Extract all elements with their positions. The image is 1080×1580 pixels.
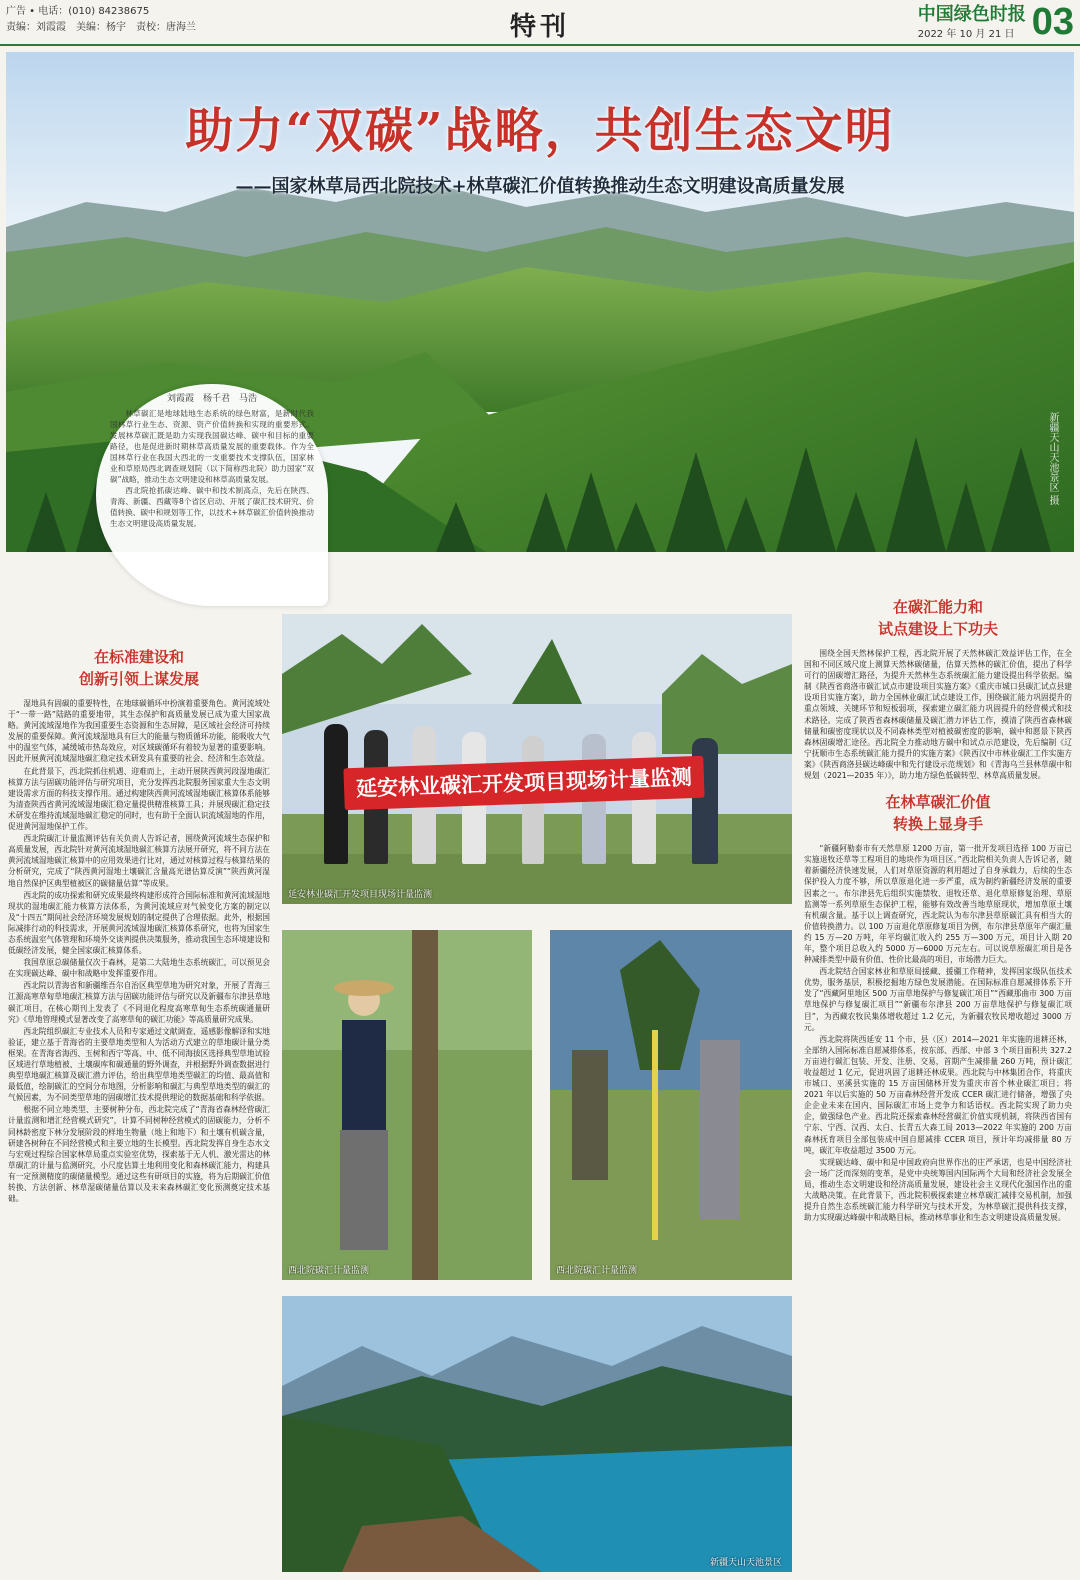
paragraph: “新疆阿勒泰市有天然草原 1200 万亩，第一批开发项目选择 100 万亩已实施退牧还草等工程项目的地块作为项目区。”西北院相关负责人告诉记者，随着新疆经济快速发展，人们对草原资源的利用超过了自身承载力，后续的生态保护投入力度不够，所以草原退化进一步严重，成为制约新疆经济发展的重要因素之一。布尔津县先后组织实施禁牧、退牧还草、退化草原修复治理、草原监测等一系列草原生态保护工程，能够有效改善当地草原现状，增加草原土壤有机碳含量。基于以上调查研究，西北院认为布尔津县草原碳汇具有相当大的价值转换潜力。以 100 万亩退化草原修复项目为例，布尔津县草原年产碳汇量约 15 万—20 万吨，年平均碳汇收入约 255 万—300 万元，项目计入期 20 年，整个项目总收入约 5000 万—6000 万元左右。可以说草原碳汇项目是各种减排类型中最有价值、性价比最高的项目，市场潜力巨大。 <box>804 844 1072 965</box>
section-title-line: 转换上显身手 <box>892 815 983 834</box>
section-title-value <box>804 791 1072 835</box>
lake-scene <box>282 1296 792 1572</box>
section-title-line: 在碳汇能力和 <box>892 598 983 616</box>
page-header <box>0 0 1080 46</box>
right-column <box>804 590 1072 1224</box>
paragraph: 湿地具有固碳的重要特性，在地球碳循环中扮演着重要角色。黄河流域处于“一带一路”陆路的重要地带，其生态保护和高质量发展已成为重大国家战略。黄河流域湿地作为我国重要生态资源和生态屏障，是区域社会经济可持续发展的重要保障。黄河流域湿地具有巨大的能量与物质循环功能，能吸收大气中的温室气体，减缓城市热岛效应，对区域碳循环有着较为显著的重要影响。因此开展黄河流域湿地碳汇稳定技术研发具有重要的社会、经济和生态效益。 <box>8 699 270 764</box>
hero-credit: 新疆天山天池景区 摄 <box>1047 412 1058 506</box>
red-banner: 延安林业碳汇开发项目现场计量监测 <box>343 756 704 811</box>
paragraph: 围绕全国天然林保护工程，西北院开展了天然林碳汇效益评估工作，在全国和不同区域尺度上测算天然林碳储量，估算天然林的碳汇价值，提出了科学可行的固碳增汇路径，为提升天然林生态系统碳汇能力建设提出科学依据。编制《陕西省商洛市碳汇试点市建设项目实施方案》《重庆市城口县碳汇试点县建设项目实施方案》，助力全国林业碳汇试点建设工作，围绕碳汇能力巩固提升的重点领域、关键环节和短板弱项，探索建立碳汇能力巩固提升的经营模式和技术路径。完成了陕西省森林碳储量及碳汇潜力评估工作，摸清了陕西省森林碳储量和碳密度现状以及不同森林类型对植被碳密度的影响，碳中和愿景下陕西森林固碳增汇途径。西北院全力推动地方碳中和试点示范建设，先后编制《辽宁抚顺市生态系统碳汇能力提升的实施方案》《陕西汉中市林业碳汇工作实施方案》《陕西商洛县碳达峰碳中和先行建设示范规划》和《青海乌兰县林草碳中和规划（2021—2035 年）》，助力地方绿色低碳转型、林草高质量发展。 <box>804 649 1072 781</box>
measure-photo-2 <box>550 930 792 1280</box>
left-column <box>8 640 270 1205</box>
section-title-line: 创新引领上谋发展 <box>78 670 199 688</box>
section-title-capacity <box>804 596 1072 640</box>
right-body-2 <box>804 843 1072 1223</box>
measure-photo-1 <box>282 930 532 1280</box>
paragraph: 在此背景下，西北院抓住机遇、迎难而上，主动开展陕西黄河段湿地碳汇核算方法与固碳功能评估与研究项目，充分发挥西北院服务国家重大生态文明建设需求方面的科技支撑作用。通过构建陕西黄河流域湿地碳汇核算体系能够为清查陕西省黄河流域湿地碳汇稳定量提供精准核算工具；并展现碳汇稳定技术研发在维持流域湿地碳汇稳定的同时，也有助于全面认识流域湿地的作用，促进黄河湿地保护工作。 <box>8 766 270 832</box>
main-title: 助力“双碳”战略，共创生态文明 <box>185 103 895 159</box>
paragraph: 实现碳达峰、碳中和是中国政府向世界作出的庄严承诺，也是中国经济社会一场广泛而深刻的变革，是党中央统筹国内国际两个大局和经济社会发展全局，推动生态文明建设和经济高质量发展，建设社会主义现代化强国作出的重大战略决策。在此背景下，西北院积极探索建立林草碳汇减排交易机制，加强提升自然生态系统碳汇能力科学研究与技术开发，为林草碳汇提供科技支撑，助力实现碳达峰碳中和战略目标，推动林草事业和生态文明建设高质量发展。 <box>804 1157 1072 1223</box>
paragraph: 西北院结合国家林业和草原局援藏、援疆工作精神，发挥国家级队伍技术优势，服务基层，积极挖掘地方绿色发展潜能。在国际标准自愿减排体系下开发了“西藏阿里地区 500 万亩草地保护与修复碳汇项目”“西藏那曲市 300 万亩草地保护与修复碳汇项目”“新疆布尔津县 200 万亩草地保护与修复碳汇项目”，为西藏农牧民集体增收超过 1.2 亿元，为新疆农牧民增收超过 3000 万元。 <box>804 967 1072 1032</box>
lake-photo <box>282 1296 792 1572</box>
byline: 刘霞霞 杨千君 马浩 <box>166 394 257 404</box>
section-title-line: 在标准建设和 <box>93 648 184 666</box>
page-number: 03 <box>1031 1 1074 43</box>
forest-scene <box>282 930 532 1280</box>
photo-caption: 新疆天山天池景区 <box>709 1558 782 1568</box>
subtitle: ——国家林草局西北院技术+林草碳汇价值转换推动生态文明建设高质量发展 <box>235 176 845 197</box>
paragraph: 西北院将陕西延安 11 个市、县（区）2014—2021 年实施的退耕还林，全部纳入国际标准自愿减排体系，按东部、西部、中部 3 个项目面积共 327.2 万亩进行碳汇包装、开发、注册、交易，首期产生减排量 260 万吨，预计碳汇收益超过 1 亿元，促进巩固了退耕还林成果。西北院与中林集团合作，将重庆市城口、巫溪县实施的 15 万亩国储林开发为重庆市首个林业碳汇项目；将 2021 年以后实施的 50 万亩森林经营开发成 CCER 碳汇进行储备，增强了央企企业未来在国内、国际碳汇市场上竞争力和话语权。西北院实现了助力央企，做强绿色产业。西北院还探索森林经营碳汇价值实现机制，将陕西省国有宁东、宁西、汉西、太白、长青五大森工局 2013—2022 年实施的 200 万亩森林抚育项目全部包装成中国自愿减排 CCER 项目，预计年均减排量 80 万吨，碳汇年收益超过 3500 万元。 <box>804 1034 1072 1155</box>
photo-caption: 延安林业碳汇开发项目现场计量监测 <box>288 890 433 900</box>
editors-line: 责编：刘霞霞 美编：杨宇 责校：唐海兰 <box>6 22 196 33</box>
section-title-line: 试点建设上下功夫 <box>877 620 998 638</box>
issue-date: 2022 年 10 月 21 日 <box>917 28 1015 40</box>
paragraph: 西北院碳汇计量监测评估有关负责人告诉记者，围绕黄河流域生态保护和高质量发展，西北院针对黄河流域湿地碳汇核算方法展开研究，将不同方法在黄河流域湿地碳汇核算中的应用效果进行比对，通过对核算过程与核算结果的分析研究，完成了“陕西黄河湿地土壤碳汇含量高光谱估算反演”“陕西黄河湿地自然保护区典型植被区的碳储量估算”等成果。 <box>8 834 270 888</box>
photo-caption: 西北院碳汇计量监测 <box>556 1266 638 1276</box>
intro-paragraph: 西北院抢抓碳达峰、碳中和技术制高点，先后在陕西、青海、新疆、西藏等8个省区启动、开展了碳汇技术研究、价值转换、碳中和规划等工作，以技术+林草碳汇价值转换推动生态文明建设高质量发展。 <box>110 486 314 528</box>
ad-phone: 广告 • 电话：(010) 84238675 <box>6 6 150 17</box>
tree-scene <box>550 930 792 1280</box>
section-title-line: 在林草碳汇价值 <box>885 793 991 812</box>
intro-paragraph: 林草碳汇是地球陆地生态系统的绿色财富，是新时代我国林草行业生态、资源、资产价值转换和实现的重要形式。发展林草碳汇既是助力实现我国碳达峰、碳中和目标的重要路径，也是促进新时期林草高质量发展的重要载体。作为全国林草行业在我国大西北的一支重要技术支撑队伍，国家林业和草原局西北调查规划院（以下简称西北院）助力国家“双碳”战略，推动生态文明建设和林草高质量发展。 <box>110 409 314 484</box>
photo-caption: 西北院碳汇计量监测 <box>288 1266 370 1276</box>
paper-name: 中国绿色时报 <box>917 3 1026 25</box>
paragraph: 我国草原总碳储量仅次于森林，是第二大陆地生态系统碳汇，可以预见会在实现碳达峰、碳中和战略中发挥重要作用。 <box>8 958 270 979</box>
paragraph: 西北院以青海省和新疆维吾尔自治区典型草地为研究对象，开展了青海三江源高寒草甸草地碳汇核算方法与固碳功能评估与研究以及新疆布尔津县草地碳汇项目，在核心期刊上发表了《不同退化程度高寒草甸生态系统碳通量研究》《草地管理模式显著改变了高寒草甸的碳汇功能》等高质量研究成果。 <box>8 981 270 1024</box>
masthead <box>918 2 1074 42</box>
group-photo <box>282 614 792 904</box>
left-body <box>8 698 270 1204</box>
paragraph: 西北院的成功探索和研究成果最终构建形成符合国际标准和黄河流域湿地现状的湿地碳汇能力核算方法体系，为黄河流域应对气候变化方案的制定以及“十四五”期间社会经济环境发展规划的制定提供了合理依据。此外，根据国际减排行动的科技需求，开展黄河流域湿地碳汇核算体系研究，也将为国家生态系统温室气体管理和环境外交谈判提供决策服务，推动我国生态环境建设和低碳经济发展，健全国家碳汇核算体系。 <box>8 890 270 956</box>
section-title-standards <box>8 646 270 690</box>
section-name: 特刊 <box>509 12 570 42</box>
right-body-1 <box>804 648 1072 781</box>
intro-bubble <box>96 384 328 606</box>
paragraph: 根据不同立地类型、主要树种分布，西北院完成了“青海省森林经营碳汇计量监测和增汇经营模式研究”，计算不同树种经营模式的固碳能力，分析不同林龄密度下林分发展阶段的样地生物量（地上和地下）和土壤有机碳含量，研建各树种在不同经营模式和主要立地的生长模型。西北院发挥自身生态水文与宏观过程综合国家林草局重点实验室优势，探索基于无人机、激光雷达的林草碳汇的计量与监测研究，小尺度估算土地利用变化和森林碳汇能力，构建具有一定预测精度的碳储量模型。通过这些有研项目的实施，将为后期碳汇价值转换、方法创新、林草湿碳储量估算以及未来森林碳汇变化预测奠定技术基础。 <box>8 1105 270 1204</box>
paragraph: 西北院组织碳汇专业技术人员和专家通过文献调查、遥感影像解译和实地验证，建立基于青海省的主要草地类型和人为活动方式建立的草地碳计量分类框架。在青海省海西、玉树和西宁等高、中、低不同海拔区选择典型草地试验区域进行草地植被、土壤碳库和碳通量的野外调查，并根据野外调查数据进行典型草地碳汇核算及碳汇潜力评估，给出典型草地类型碳汇的均值、最高值和最低值，绘制碳汇的空间分布地图，分析影响和碳汇与典型草地类型的碳汇的气候因素，为不同类型草地的固碳增汇技术提供理论的数据基础和科学依据。 <box>8 1026 270 1103</box>
